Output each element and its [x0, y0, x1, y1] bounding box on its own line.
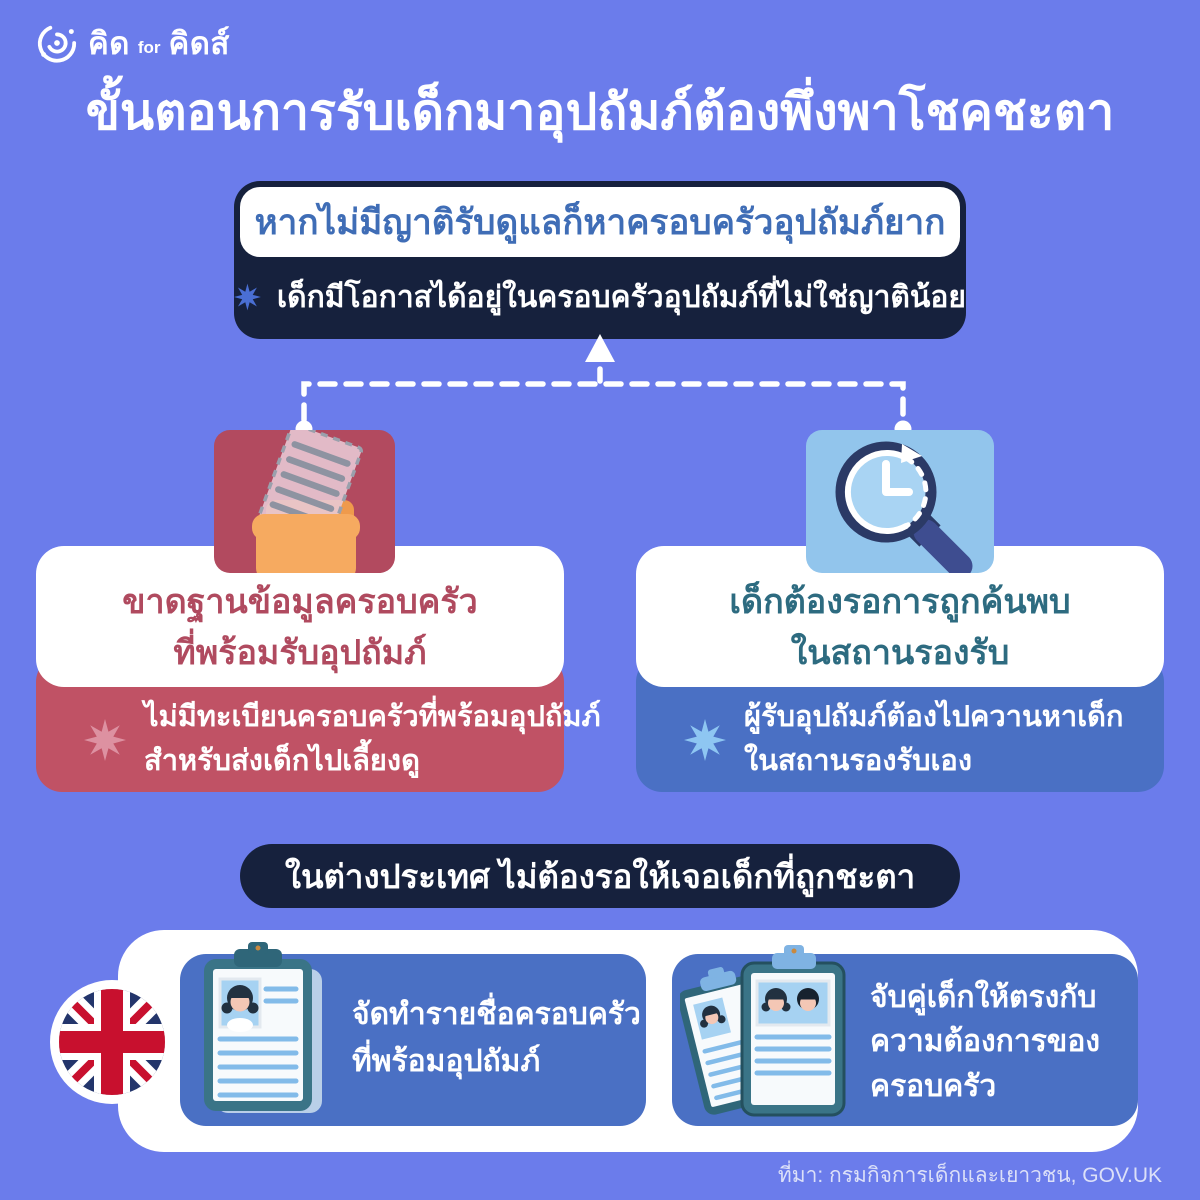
- abroad-banner-text: ในต่างประเทศ ไม่ต้องรอให้เจอเด็กที่ถูกชะตา: [284, 857, 916, 895]
- problem-left-title-line2: ที่พร้อมรับอุปถัมภ์: [173, 633, 427, 672]
- cause-headline: หากไม่มีญาติรับดูแลก็หาครอบครัวอุปถัมภ์ยาก: [254, 202, 946, 242]
- folder-missing-document-icon: [214, 430, 395, 573]
- brand-name-part1: คิด: [88, 26, 130, 61]
- problem-right-detail-line2: ในสถานรองรับเอง: [744, 744, 972, 777]
- cause-note: เด็กมีโอกาสได้อยู่ในครอบครัวอุปถัมภ์ที่ไม่ใช่ญาติน้อย: [276, 280, 966, 314]
- page-title: ขั้นตอนการรับเด็กมาอุปถัมภ์ต้องพึ่งพาโชคชะตา: [85, 84, 1115, 140]
- clipboards-matching-icon: [680, 940, 865, 1126]
- problem-left-title-line1: ขาดฐานข้อมูลครอบครัว: [122, 582, 478, 621]
- problem-right-title-line2: ในสถานรองรับ: [790, 633, 1010, 672]
- abroad-step-1: [180, 954, 646, 1126]
- abroad-banner: [240, 844, 960, 908]
- problem-left-tile: [214, 430, 395, 573]
- kid-for-kids-swirl-logo-icon: [36, 22, 78, 64]
- brand-name-part2: for: [137, 38, 161, 57]
- abroad-step-2: [672, 954, 1138, 1126]
- abroad-step2-line2: ความต้องการของ: [870, 1025, 1100, 1059]
- clipboard-family-list-icon: [200, 938, 330, 1116]
- problem-right-title-line1: เด็กต้องรอการถูกค้นพบ: [729, 582, 1071, 621]
- magnifier-clock-icon: [806, 430, 994, 573]
- cause-note-row: [234, 260, 966, 334]
- brand-logo: [36, 18, 230, 68]
- starburst-icon: [234, 278, 261, 316]
- uk-flag-icon: [59, 989, 165, 1095]
- source-note: ที่มา: กรมกิจการเด็กและเยาวชน, GOV.UK: [777, 1164, 1162, 1187]
- problem-left-detail-line1: ไม่มีทะเบียนครอบครัวที่พร้อมอุปถัมภ์: [144, 701, 601, 733]
- problem-left-detail-line2: สำหรับส่งเด็กไปเลี้ยงดู: [144, 744, 420, 777]
- brand-name-part3: คิดส์: [168, 26, 230, 61]
- abroad-step1-line1: จัดทำรายชื่อครอบครัว: [352, 998, 641, 1031]
- abroad-step2-line1: จับคู่เด็กให้ตรงกับ: [870, 981, 1097, 1014]
- abroad-step2-line3: ครอบครัว: [870, 1069, 997, 1103]
- problem-right-detail-line1: ผู้รับอุปถัมภ์ต้องไปควานหาเด็ก: [744, 701, 1124, 733]
- problem-right-tile: [806, 430, 994, 573]
- uk-flag-badge: [50, 980, 174, 1104]
- starburst-icon: [84, 719, 126, 761]
- cause-headline-card: [240, 187, 960, 257]
- abroad-step1-line2: ที่พร้อมอุปถัมภ์: [352, 1044, 541, 1078]
- starburst-icon: [684, 719, 726, 761]
